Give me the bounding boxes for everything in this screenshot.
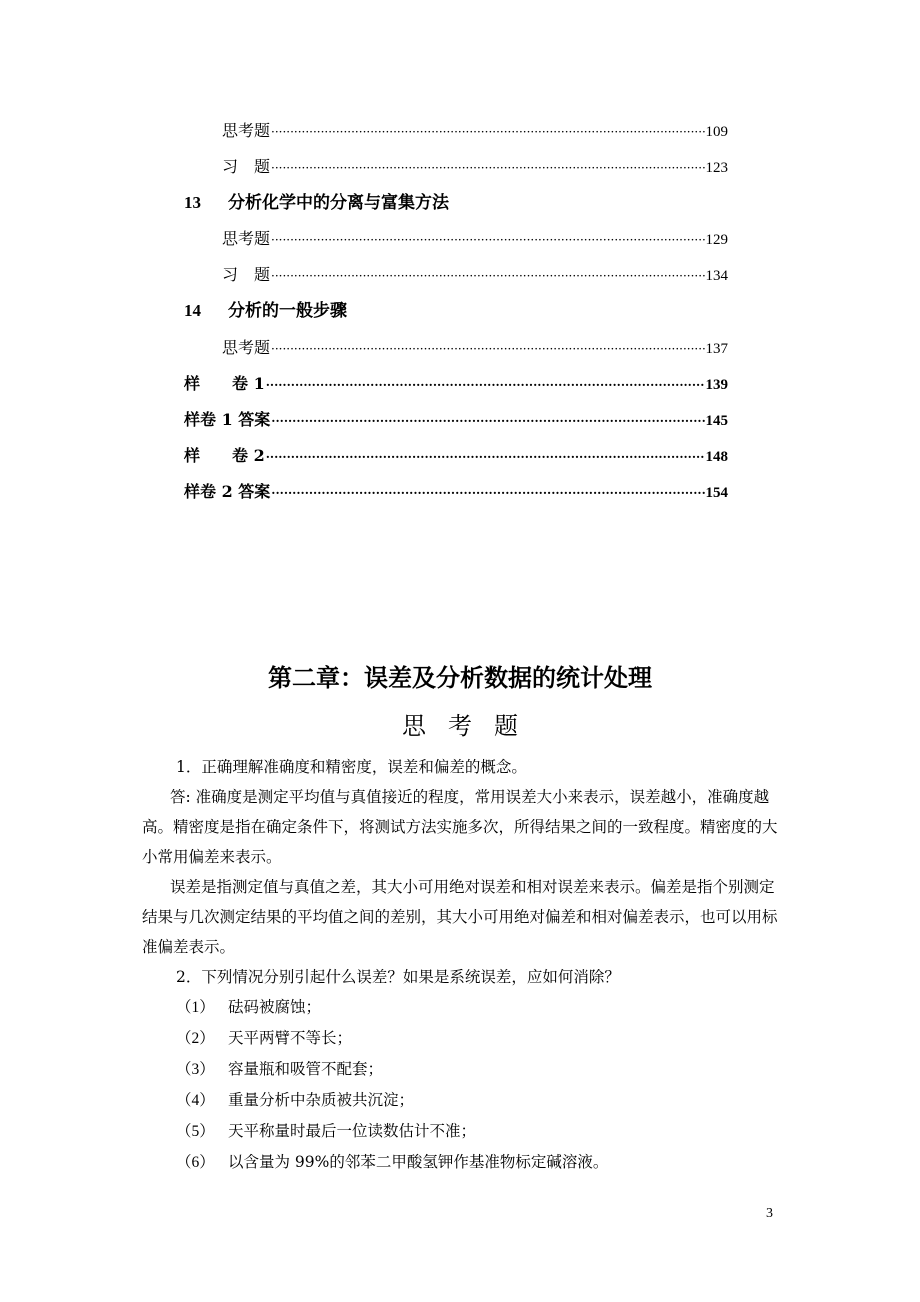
toc-entry[interactable]: [222, 229, 728, 249]
toc-label: 思考题: [222, 121, 271, 140]
toc-entry[interactable]: [222, 157, 728, 177]
toc-entry[interactable]: [222, 265, 728, 285]
chapter-body: [142, 752, 782, 1178]
toc-label: 思考题: [222, 229, 271, 248]
toc-entry-sample-paper-2-answers[interactable]: [184, 482, 728, 502]
option-text: 天平称量时最后一位读数估计不准；: [228, 1122, 477, 1140]
chapter-title: 第二章：误差及分析数据的统计处理: [268, 664, 652, 692]
question-2-option: [142, 1085, 782, 1116]
toc-page-number: 109: [705, 124, 728, 140]
toc-leader-dots: [271, 483, 704, 503]
toc-entry[interactable]: [222, 121, 728, 141]
option-number: （3）: [176, 1061, 215, 1078]
option-text: 重量分析中杂质被共沉淀；: [228, 1091, 415, 1109]
question-2-option: [142, 1147, 782, 1178]
toc-leader-dots: [266, 375, 705, 395]
toc-label: 样 卷 1: [184, 374, 265, 393]
option-text: 砝码被腐蚀；: [228, 998, 322, 1016]
toc-chapter-number: 14: [184, 301, 201, 320]
toc-chapter-number: 13: [184, 193, 201, 212]
toc-leader-dots: [266, 447, 705, 467]
toc-entry[interactable]: [222, 338, 728, 358]
toc-label: 习 题: [222, 157, 271, 176]
option-number: （1）: [176, 999, 215, 1016]
answer-1-paragraph-1: 答: 准确度是测定平均值与真值接近的程度，常用误差大小来表示，误差越小，准确度越高。精密度是指在确定条件下，将测试方法实施多次，所得结果之间的一致程度。精密度的大小常用偏差来表示。: [142, 788, 778, 866]
toc-chapter-title: 分析的一般步骤: [228, 301, 347, 321]
toc-chapter-heading: [184, 300, 347, 322]
option-number: （2）: [176, 1030, 215, 1047]
toc-label: 样卷 2 答案: [184, 482, 271, 501]
toc-chapter-heading: [184, 192, 449, 214]
option-text: 天平两臂不等长；: [228, 1029, 353, 1047]
option-number: （5）: [176, 1123, 215, 1140]
toc-leader-dots: [271, 122, 704, 142]
toc-leader-dots: [271, 230, 704, 250]
toc-page-number: 139: [705, 377, 728, 393]
toc-entry-sample-paper-2[interactable]: [184, 446, 728, 466]
question-2: 2．下列情况分别引起什么误差？如果是系统误差，应如何消除？: [176, 968, 620, 986]
toc-page-number: 145: [705, 413, 728, 429]
page-number: 3: [766, 1206, 773, 1221]
toc-label: 习 题: [222, 265, 271, 284]
toc-page-number: 137: [705, 341, 728, 357]
option-text: 以含量为 99%的邻苯二甲酸氢钾作基准物标定碱溶液。: [228, 1153, 609, 1171]
answer-1-paragraph-2: 误差是指测定值与真值之差，其大小可用绝对误差和相对误差来表示。偏差是指个别测定结果与几次测定结果的平均值之间的差别，其大小可用绝对偏差和相对偏差表示，也可以用标准偏差表示。: [142, 878, 778, 956]
question-2-option: [142, 1116, 782, 1147]
toc-label: 样 卷 2: [184, 446, 265, 465]
question-2-option: [142, 1023, 782, 1054]
toc-leader-dots: [271, 339, 704, 359]
option-text: 容量瓶和吸管不配套；: [228, 1060, 384, 1078]
toc-page-number: 123: [705, 160, 728, 176]
question-2-option: [142, 992, 782, 1023]
question-1: 1．正确理解准确度和精密度，误差和偏差的概念。: [176, 758, 527, 776]
toc-page-number: 154: [705, 485, 728, 501]
toc-leader-dots: [271, 158, 704, 178]
toc-leader-dots: [271, 266, 704, 286]
toc-entry-sample-paper-1[interactable]: [184, 374, 728, 394]
toc-entry-sample-paper-1-answers[interactable]: [184, 410, 728, 430]
question-2-option: [142, 1054, 782, 1085]
toc-page-number: 129: [705, 232, 728, 248]
section-title: 思考题: [402, 712, 540, 740]
toc-label: 样卷 1 答案: [184, 410, 271, 429]
toc-page-number: 148: [705, 449, 728, 465]
option-number: （4）: [176, 1092, 215, 1109]
option-number: （6）: [176, 1154, 215, 1171]
toc-chapter-title: 分析化学中的分离与富集方法: [228, 193, 449, 213]
toc-page-number: 134: [705, 268, 728, 284]
toc-label: 思考题: [222, 338, 271, 357]
toc-leader-dots: [271, 411, 704, 431]
